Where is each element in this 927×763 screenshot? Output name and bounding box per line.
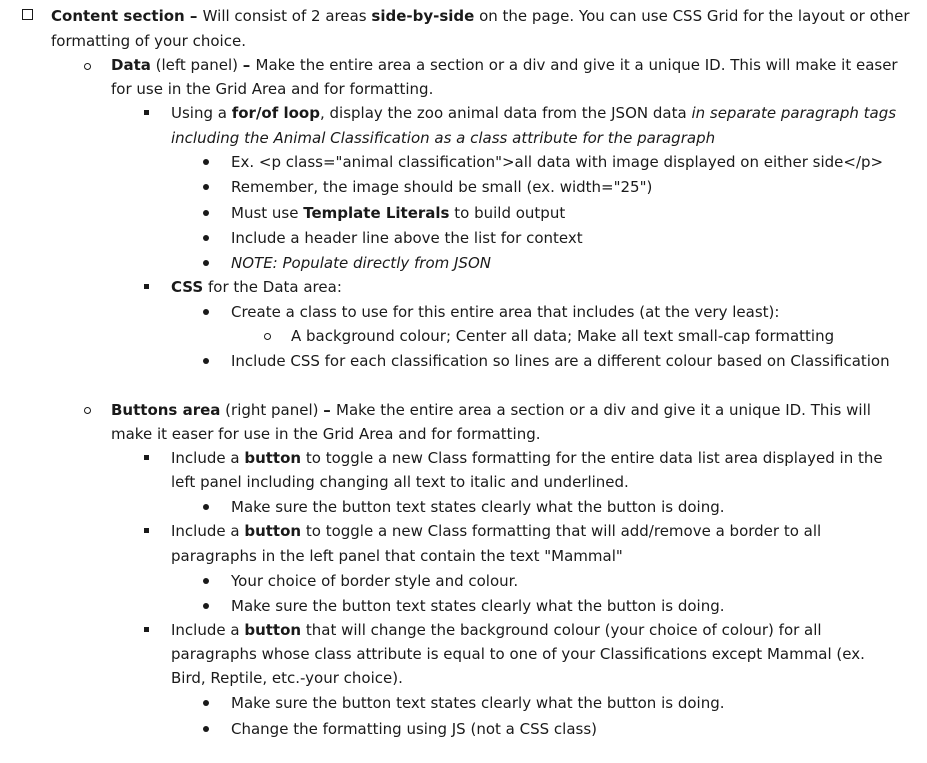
checkbox-icon [22, 9, 33, 20]
button-1-item-text: Make sure the button text states clearly what the button is doing. [231, 498, 725, 516]
button-1-text-2: left panel including changing all text to italic and underlined. [171, 473, 629, 491]
bullet-icon [203, 504, 209, 510]
loop-line-1 [171, 103, 896, 123]
button-3-item [231, 719, 597, 739]
button-2-line-2 [171, 546, 623, 566]
note-text: NOTE: Populate directly from JSON [231, 254, 491, 272]
button-1-line-2 [171, 472, 629, 492]
buttons-panel-text: Make the entire area a section or a div and give it a unique ID. This will [336, 401, 871, 419]
button-3-text-2: paragraphs whose class attribute is equal to one of your Classifications except Mammal (ex. [171, 645, 865, 663]
css-label: CSS [171, 278, 204, 296]
square-bullet-icon [144, 284, 149, 289]
loop-item [231, 203, 565, 223]
button-2-text: to toggle a new Class formatting that will add/remove a border to all [301, 522, 822, 540]
content-section-title: Content section [51, 7, 185, 25]
bullet-icon [203, 358, 209, 364]
css-item-text: Create a class to use for this entire area that includes (at the very least): [231, 303, 780, 321]
button-1-text: Include a [171, 449, 245, 467]
bullet-icon [203, 235, 209, 241]
button-3-text: that will change the background colour (your choice of colour) for all [301, 621, 822, 639]
intro-text-2: on the page. You can use CSS Grid for the layout or other [474, 7, 910, 25]
css-item [231, 351, 890, 371]
intro-text: Will consist of 2 areas [202, 7, 372, 25]
dash: – [242, 56, 256, 74]
button-label: button [244, 449, 302, 467]
bullet-icon [203, 260, 209, 266]
buttons-panel-line-1 [111, 400, 871, 420]
data-panel-line-1 [111, 55, 898, 75]
data-panel-title: Data [111, 56, 151, 74]
button-2-item-text: Make sure the button text states clearly what the button is doing. [231, 597, 725, 615]
data-panel-text: Make the entire area a section or a div and give it a unique ID. This will make it easer [255, 56, 898, 74]
button-1-line-1 [171, 448, 883, 468]
side-by-side-label: side-by-side [371, 7, 475, 25]
loop-italic-2: including the Animal Classification as a class attribute for the paragraph [171, 129, 716, 147]
hollow-bullet-icon [264, 333, 271, 340]
content-section-line-1 [51, 6, 910, 26]
buttons-panel-suffix: (right panel) [220, 401, 324, 419]
bullet-icon [203, 309, 209, 315]
button-3-item [231, 693, 725, 713]
button-3-line-2 [171, 644, 865, 664]
loop-item [231, 228, 583, 248]
button-3-text-3: Bird, Reptile, etc.-your choice). [171, 669, 403, 687]
button-1-text: to toggle a new Class formatting for the entire data list area displayed in the [301, 449, 883, 467]
button-1-item [231, 497, 725, 517]
data-panel-line-2 [111, 79, 433, 99]
loop-item-text: Include a header line above the list for context [231, 229, 583, 247]
template-literals-label: Template Literals [303, 204, 450, 222]
hollow-bullet-icon [84, 63, 91, 70]
button-2-item [231, 571, 518, 591]
css-text: for the Data area: [203, 278, 342, 296]
bullet-icon [203, 159, 209, 165]
hollow-bullet-icon [84, 407, 91, 414]
square-bullet-icon [144, 110, 149, 115]
loop-item-text: Ex. <p class="animal classification">all data with image displayed on either side</p> [231, 153, 884, 171]
css-item-text: Include CSS for each classification so lines are a different colour based on Classification [231, 352, 890, 370]
button-3-item-text: Make sure the button text states clearly what the button is doing. [231, 694, 725, 712]
button-3-item-text: Change the formatting using JS (not a CSS class) [231, 720, 597, 738]
css-item [231, 302, 779, 322]
bullet-icon [203, 603, 209, 609]
buttons-panel-line-2 [111, 424, 541, 444]
loop-keyword: for/of loop [231, 104, 320, 122]
loop-item-text: to build output [449, 204, 566, 222]
square-bullet-icon [144, 528, 149, 533]
css-sub-item-text: A background colour; Center all data; Make all text small-cap formatting [291, 327, 835, 345]
loop-item-text: Remember, the image should be small (ex. width="25") [231, 178, 653, 196]
button-2-text: Include a [171, 522, 245, 540]
button-3-line-3 [171, 668, 403, 688]
bullet-icon [203, 578, 209, 584]
loop-item [231, 152, 883, 172]
button-2-text-2: paragraphs in the left panel that contain the text "Mammal" [171, 547, 623, 565]
bullet-icon [203, 184, 209, 190]
dash: – [323, 401, 337, 419]
content-section-line-2 [51, 31, 246, 51]
data-panel-text-2: for use in the Grid Area and for formatting. [111, 80, 434, 98]
loop-item [231, 253, 491, 273]
buttons-panel-title: Buttons area [111, 401, 221, 419]
button-label: button [244, 522, 302, 540]
bullet-icon [203, 700, 209, 706]
loop-item [231, 177, 652, 197]
bullet-icon [203, 210, 209, 216]
data-panel-suffix: (left panel) [150, 56, 243, 74]
intro-text-3: formatting of your choice. [51, 32, 246, 50]
button-2-item [231, 596, 725, 616]
button-3-line-1 [171, 620, 822, 640]
loop-italic: in separate paragraph tags [691, 104, 897, 122]
loop-line-2 [171, 128, 715, 148]
css-sub-item [291, 326, 834, 346]
square-bullet-icon [144, 627, 149, 632]
buttons-panel-text-2: make it easer for use in the Grid Area and for formatting. [111, 425, 541, 443]
css-line [171, 277, 342, 297]
button-3-text: Include a [171, 621, 245, 639]
button-label: button [244, 621, 302, 639]
bullet-icon [203, 726, 209, 732]
button-2-item-text: Your choice of border style and colour. [231, 572, 519, 590]
loop-item-text: Must use [231, 204, 304, 222]
square-bullet-icon [144, 455, 149, 460]
dash: – [184, 7, 203, 25]
button-2-line-1 [171, 521, 821, 541]
loop-text: , display the zoo animal data from the JSON data [319, 104, 692, 122]
loop-pre: Using a [171, 104, 232, 122]
